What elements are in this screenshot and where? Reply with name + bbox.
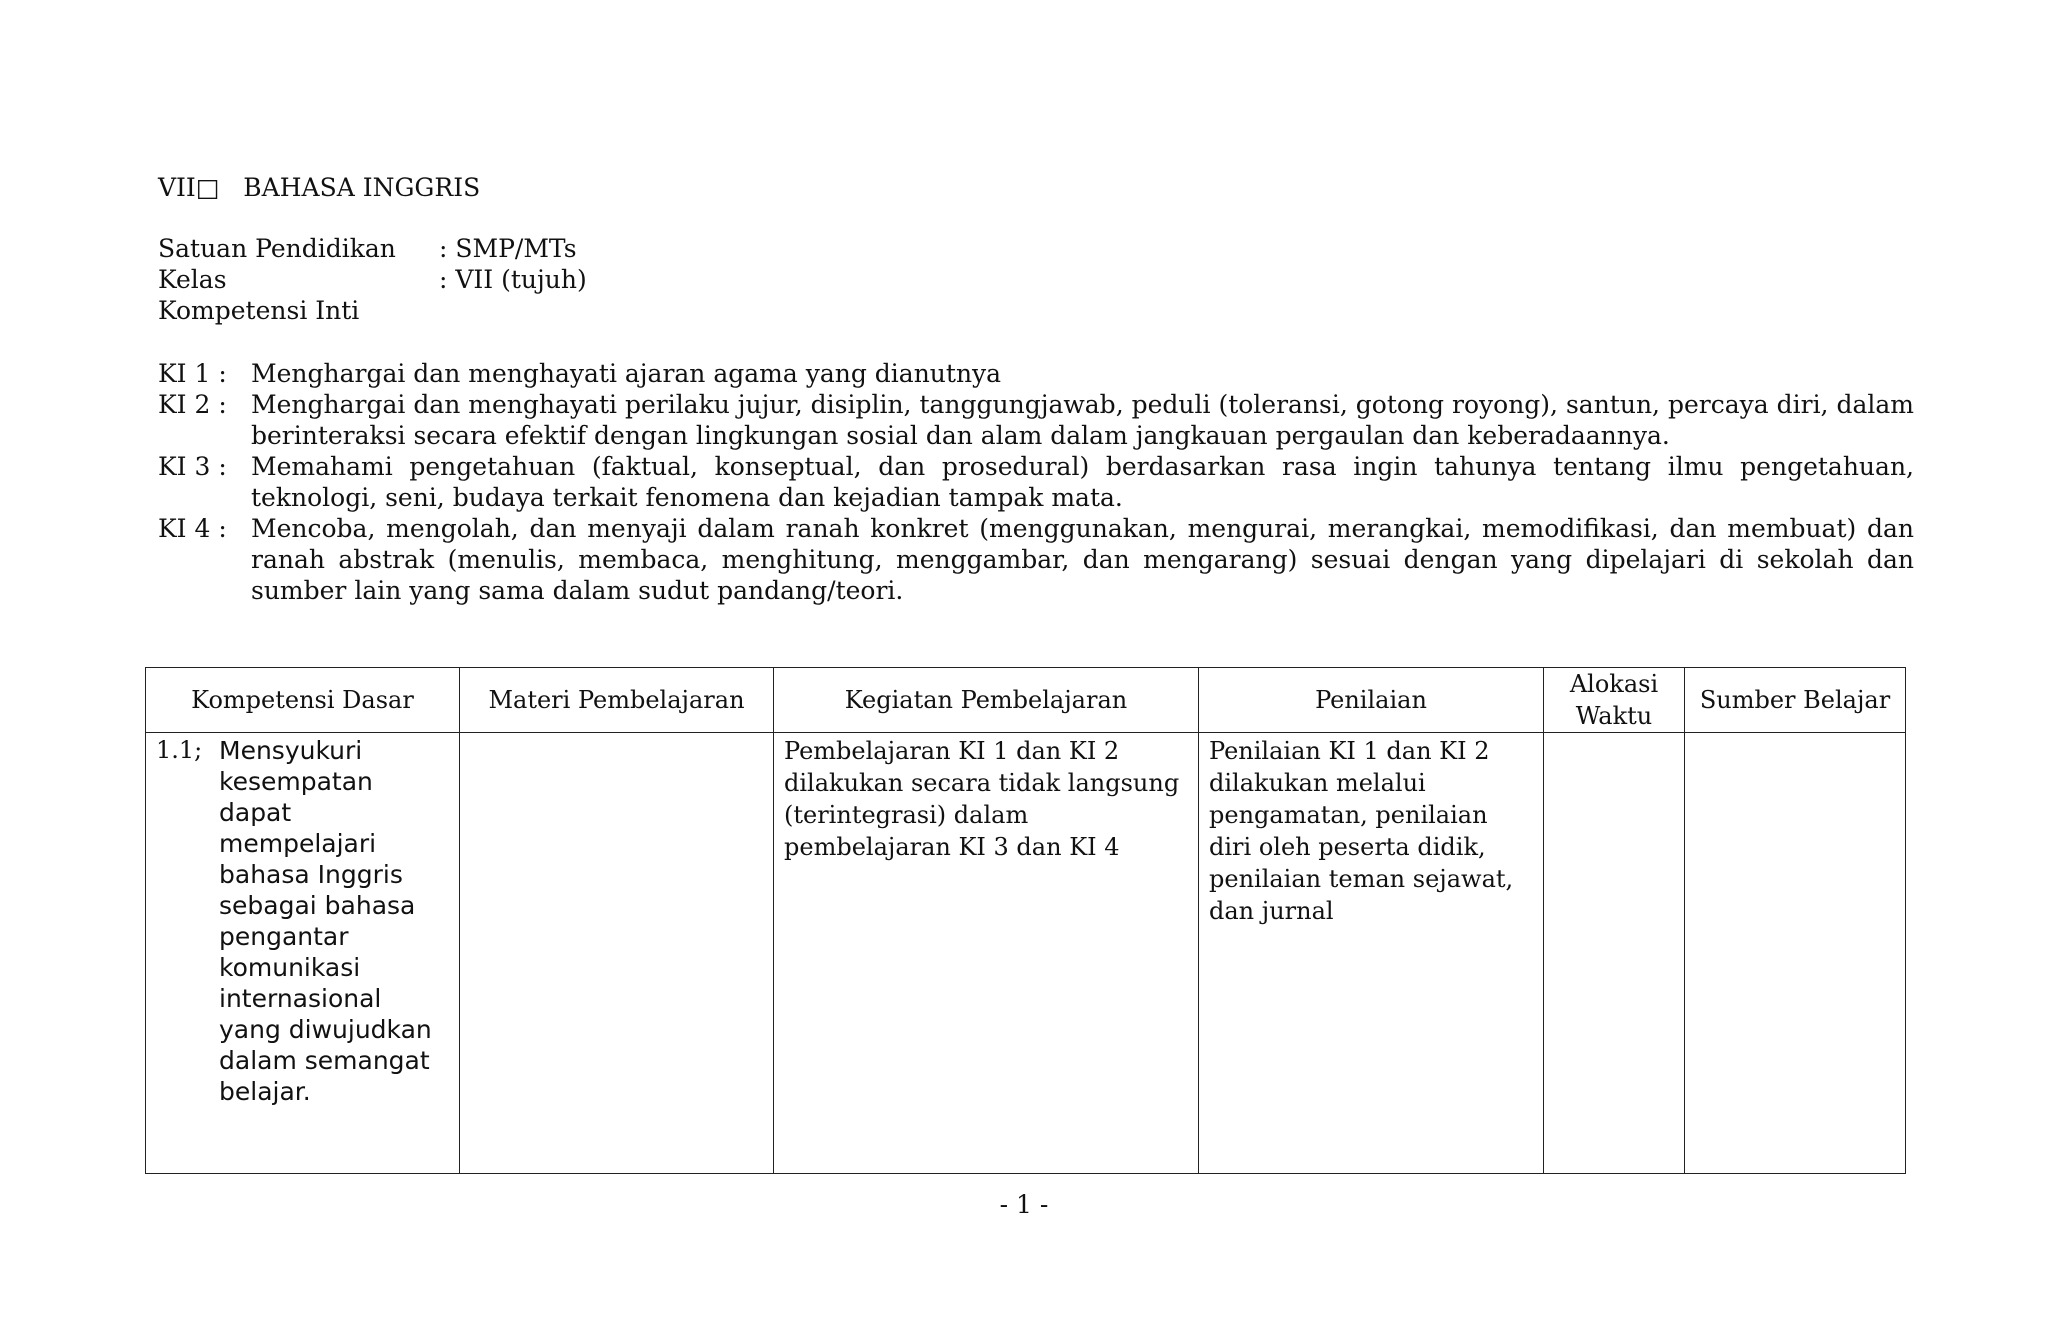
header-alokasi-waktu: Alokasi Waktu bbox=[1544, 668, 1685, 733]
ki-label: KI 3 : bbox=[158, 452, 227, 481]
cell-sumber-belajar bbox=[1685, 733, 1906, 1174]
ki-label: KI 4 : bbox=[158, 514, 227, 543]
kd-number: 1.1; bbox=[156, 736, 203, 764]
ki-label: KI 2 : bbox=[158, 390, 227, 419]
header-kegiatan-pembelajaran: Kegiatan Pembelajaran bbox=[774, 668, 1199, 733]
ki-text: Mencoba, mengolah, dan menyaji dalam ranah konkret (menggunakan, mengurai, merangkai, memodifikasi, dan membuat) dan ranah abstrak (menulis, membaca, menghitung, menggambar, dan mengarang) sesuai dengan yang dipelajari di sekolah dan sumber lain yang sama dalam sudut pandang/teori. bbox=[251, 514, 1914, 605]
ki-text: Menghargai dan menghayati ajaran agama yang dianutnya bbox=[251, 359, 1002, 388]
page-number: - 1 - bbox=[999, 1190, 1049, 1219]
kd-text: Mensyukuri kesempatan dapat mempelajari bahasa Inggris sebagai bahasa pengantar komunikasi internasional yang diwujudkan dalam semangat belajar. bbox=[219, 736, 432, 1106]
header-sumber-belajar: Sumber Belajar bbox=[1685, 668, 1906, 733]
title-number: VII bbox=[158, 173, 196, 202]
ki-text: Memahami pengetahuan (faktual, konseptual, dan prosedural) berdasarkan rasa ingin tahunya tentang ilmu pengetahuan, teknologi, seni, budaya terkait fenomena dan kejadian tampak mata. bbox=[251, 452, 1914, 512]
meta-row-satuan-pendidikan bbox=[158, 233, 587, 264]
meta-label: Kelas bbox=[158, 265, 227, 294]
header-kompetensi-dasar: Kompetensi Dasar bbox=[146, 668, 460, 733]
title-text: BAHASA INGGRIS bbox=[243, 173, 481, 202]
ki-text: Menghargai dan menghayati perilaku jujur, disiplin, tanggungjawab, peduli (toleransi, gotong royong), santun, percaya diri, dalam berinteraksi secara efektif dengan lingkungan sosial dan alam dalam jangkauan pergaulan dan keberadaannya. bbox=[251, 390, 1914, 450]
ki-label: KI 1 : bbox=[158, 359, 227, 388]
syllabus-table bbox=[145, 667, 1906, 1174]
document-meta bbox=[158, 233, 587, 326]
kompetensi-inti-list bbox=[158, 358, 1914, 606]
table-row bbox=[146, 733, 1906, 1174]
title-marker: □ bbox=[195, 173, 220, 202]
header-penilaian: Penilaian bbox=[1199, 668, 1544, 733]
ki-item-2 bbox=[158, 389, 1914, 451]
ki-item-1 bbox=[158, 358, 1914, 389]
cell-kompetensi-dasar bbox=[146, 733, 460, 1174]
cell-penilaian: Penilaian KI 1 dan KI 2 dilakukan melalui pengamatan, penilaian diri oleh peserta didik, penilaian teman sejawat, dan jurnal bbox=[1199, 733, 1544, 1174]
cell-materi-pembelajaran bbox=[460, 733, 774, 1174]
meta-label: Kompetensi Inti bbox=[158, 296, 360, 325]
ki-item-3 bbox=[158, 451, 1914, 513]
cell-alokasi-waktu bbox=[1544, 733, 1685, 1174]
ki-item-4 bbox=[158, 513, 1914, 606]
header-materi-pembelajaran: Materi Pembelajaran bbox=[460, 668, 774, 733]
cell-kegiatan-pembelajaran: Pembelajaran KI 1 dan KI 2 dilakukan secara tidak langsung (terintegrasi) dalam pembelajaran KI 3 dan KI 4 bbox=[774, 733, 1199, 1174]
meta-row-kompetensi-inti bbox=[158, 295, 587, 326]
document-title bbox=[158, 172, 480, 204]
table-header-row bbox=[146, 668, 1906, 733]
meta-label: Satuan Pendidikan bbox=[158, 234, 396, 263]
meta-value: : SMP/MTs bbox=[439, 234, 577, 263]
meta-value: : VII (tujuh) bbox=[439, 265, 587, 294]
meta-row-kelas bbox=[158, 264, 587, 295]
